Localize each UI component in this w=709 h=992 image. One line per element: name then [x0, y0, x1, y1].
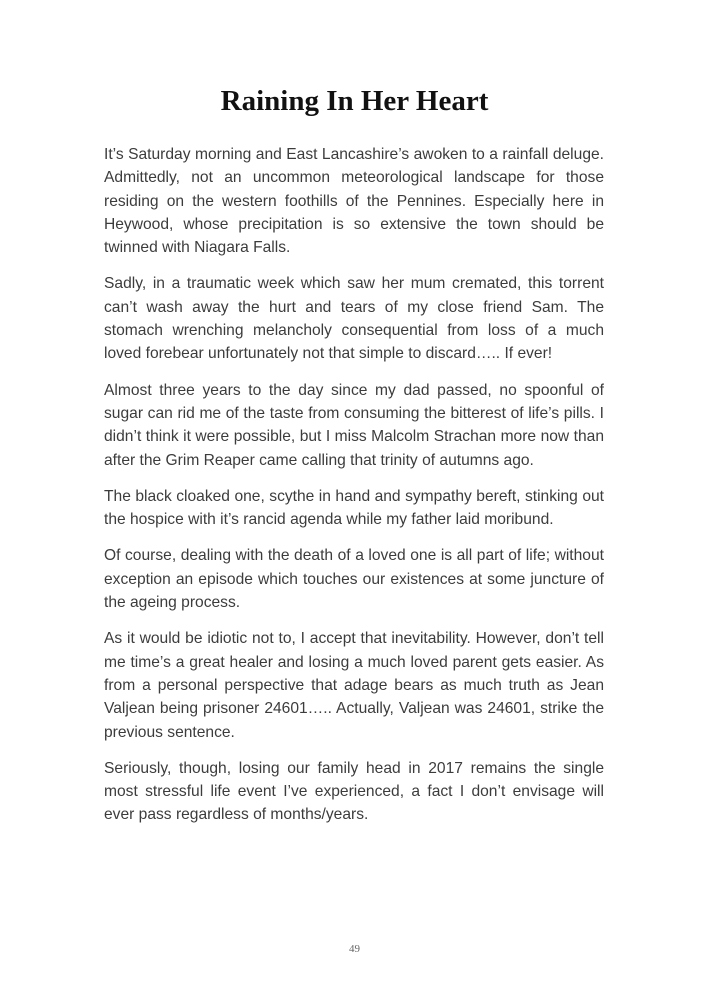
paragraph: Almost three years to the day since my dad passed, no spoonful of sugar can rid me of the taste from consuming the bitterest of life’s pills. I didn’t think it were possible, but I miss Malcolm Strachan more now than after the Grim Reaper came calling that trinity of autumns ago.	[104, 381, 604, 469]
body-text	[104, 143, 604, 840]
paragraph: As it would be idiotic not to, I accept that inevitability. However, don’t tell me time’s a great healer and losing a much loved parent gets easier. As from a personal perspective that adage bears as much truth as Jean Valjean being prisoner 24601….. Actually, Valjean was 24601, strike the previous sentence.	[104, 630, 604, 741]
paragraph: It’s Saturday morning and East Lancashire’s awoken to a rainfall deluge. Admittedly, not an uncommon meteorological landscape for those residing on the western foothills of the Pennines. Especially here in Heywood, whose precipitation is so extensive the town should be twinned with Niagara Falls.	[104, 146, 604, 257]
paragraph: Seriously, though, losing our family head in 2017 remains the single most stressful life event I’ve experienced, a fact I don’t envisage will ever pass regardless of months/years.	[104, 759, 604, 824]
page-title: Raining In Her Heart	[220, 85, 489, 117]
page-number: 49	[349, 943, 360, 955]
paragraph: Of course, dealing with the death of a loved one is all part of life; without exception an episode which touches our existences at some juncture of the ageing process.	[104, 547, 604, 612]
paragraph: The black cloaked one, scythe in hand and sympathy bereft, stinking out the hospice with it’s rancid agenda while my father laid moribund.	[104, 487, 604, 529]
paragraph: Sadly, in a traumatic week which saw her mum cremated, this torrent can’t wash away the hurt and tears of my close friend Sam. The stomach wrenching melancholy consequential from loss of a much loved forebear unfortunately not that simple to discard….. If ever!	[104, 275, 604, 363]
